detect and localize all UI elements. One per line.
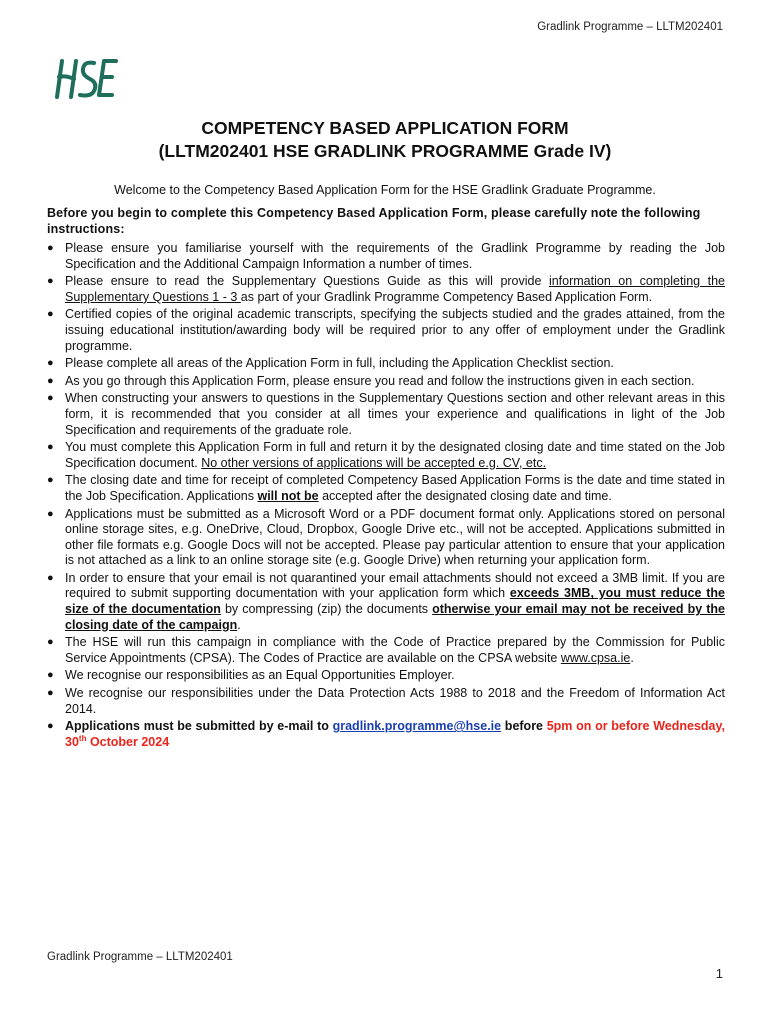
bullet-icon: ●	[47, 441, 54, 454]
bullet-icon: ●	[47, 720, 54, 733]
list-item: ● Please ensure to read the Supplementary Questions Guide as this will provide information on completing the Supplementary Questions 1 - 3 as part of your Gradlink Programme Competency Based Application Form.	[47, 274, 725, 304]
bullet-icon: ●	[47, 571, 54, 584]
list-item: ● Applications must be submitted by e-mail to gradlink.programme@hse.ie before 5pm on or before Wednesday, 30th October 2024	[47, 719, 725, 749]
page-title-line1: COMPETENCY BASED APPLICATION FORM	[201, 118, 569, 138]
intro-heading: Before you begin to complete this Competency Based Application Form, please carefully note the following instructions:	[47, 206, 701, 236]
list-item: ● Please complete all areas of the Application Form in full, including the Application Checklist section.	[47, 356, 614, 371]
bullet-icon: ●	[47, 687, 54, 700]
supplementary-link[interactable]: information on completing the Supplementary Questions 1 - 3	[65, 274, 725, 304]
list-item: ● As you go through this Application Form, please ensure you read and follow the instructions given in each section.	[47, 373, 695, 388]
hse-logo	[54, 55, 118, 101]
bullet-icon: ●	[47, 507, 54, 520]
bullet-icon: ●	[47, 275, 54, 288]
bullet-icon: ●	[47, 242, 54, 254]
bullet-icon: ●	[47, 636, 54, 649]
list-item: ● Applications must be submitted as a Microsoft Word or a PDF document format only. Applications stored on personal online storage sites, e.g. OneDrive, Cloud, Dropbox, Google Drive etc., will not be accepted. Applications submitted in other file formats e.g. Google Docs will not be accepted. Please pay particular attention to ensure that your application is not attached as a link to an online storage site (e.g. Google Drive) when returning your application form.	[47, 506, 725, 568]
list-item: ● We recognise our responsibilities as an Equal Opportunities Employer.	[47, 668, 455, 683]
list-item: ● The closing date and time for receipt of completed Competency Based Application Forms is the date and time stated in the Job Specification. Applications will not be accepted after the designated closing date and time.	[47, 473, 725, 503]
bullet-icon: ●	[47, 374, 54, 387]
bullet-icon: ●	[47, 669, 54, 682]
list-item: ● When constructing your answers to questions in the Supplementary Questions section and other relevant areas in this form, it is recommended that you consider at all times your experience and qualifications in light of the Job Specification and requirements of the graduate role.	[47, 391, 725, 437]
page-number: 1	[715, 966, 723, 981]
list-item: ● In order to ensure that your email is not quarantined your email attachments should not exceed a 3MB limit. If you are required to submit supporting documentation with your application form which exceeds 3MB, you must reduce the size of the documentation by compressing (zip) the documents otherwise your email may not be received by the closing date of the campaign.	[47, 570, 725, 632]
header-reference: Gradlink Programme – LLTM202401	[537, 21, 723, 33]
bullet-icon: ●	[47, 357, 54, 370]
bullet-icon: ●	[47, 392, 54, 405]
cpsa-website-link[interactable]: www.cpsa.ie	[560, 650, 631, 665]
email-link[interactable]: gradlink.programme@hse.ie	[332, 719, 502, 734]
list-item: ● Please ensure you familiarise yourself with the requirements of the Gradlink Programme by reading the Job Specification and the Additional Campaign Information a number of times.	[47, 241, 725, 271]
bullet-icon: ●	[47, 474, 54, 487]
list-item: ● We recognise our responsibilities under the Data Protection Acts 1988 to 2018 and the Freedom of Information Act 2014.	[47, 686, 725, 716]
hse-logo-icon	[54, 55, 118, 101]
bullet-icon: ●	[47, 308, 54, 321]
list-item: ● Certified copies of the original academic transcripts, specifying the subjects studied and the grades attained, from the issuing educational institution/awarding body will be required prior to any offer of employment under the Gradlink programme.	[47, 307, 725, 353]
footer-reference: Gradlink Programme – LLTM202401	[47, 951, 233, 963]
list-item: ● The HSE will run this campaign in compliance with the Code of Practice prepared by the Commission for Public Service Appointments (CPSA). The Codes of Practice are available on the CPSA website www.cpsa.ie.	[47, 635, 725, 665]
instructions-list	[47, 241, 725, 752]
page-title-line2: (LLTM202401 HSE GRADLINK PROGRAMME Grade IV)	[158, 141, 612, 161]
welcome-text: Welcome to the Competency Based Application Form for the HSE Gradlink Graduate Programme.	[114, 183, 656, 197]
deadline-text: 5pm on or before Wednesday, 30	[65, 719, 725, 749]
list-item: ● You must complete this Application Form in full and return it by the designated closing date and time stated on the Job Specification document. No other versions of applications will be accepted e.g. CV, etc.	[47, 440, 725, 470]
